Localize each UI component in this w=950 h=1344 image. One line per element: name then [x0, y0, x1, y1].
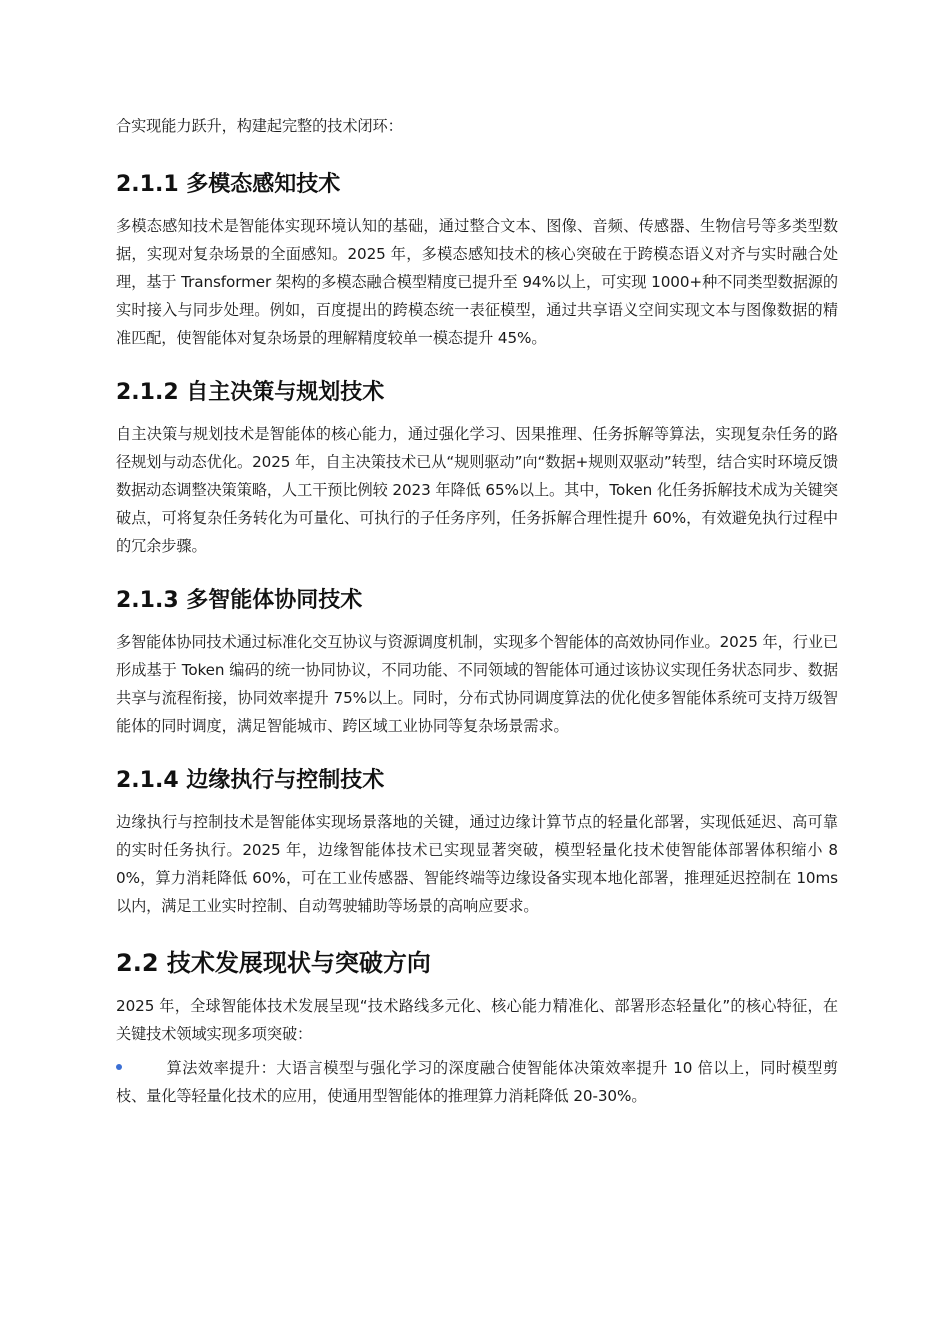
document-page	[116, 112, 838, 1110]
bullet-dot-icon	[116, 1064, 122, 1070]
section-body-2-1-4: 边缘执行与控制技术是智能体实现场景落地的关键，通过边缘计算节点的轻量化部署，实现低延迟、高可靠的实时任务执行。2025 年，边缘智能体技术已实现显著突破，模型轻量化技术使智能体部署体积缩小 80%，算力消耗降低 60%，可在工业传感器、智能终端等边缘设备实现本地化部署，推理延迟控制在 10ms 以内，满足工业实时控制、自动驾驶辅助等场景的高响应要求。	[116, 813, 838, 915]
intro-tail-paragraph: 合实现能力跃升，构建起完整的技术闭环：	[116, 117, 403, 135]
section-body-2-1-1: 多模态感知技术是智能体实现环境认知的基础，通过整合文本、图像、音频、传感器、生物信号等多类型数据，实现对复杂场景的全面感知。2025 年，多模态感知技术的核心突破在于跨模态语义对齐与实时融合处理，基于 Transformer 架构的多模态融合模型精度已提升至 94%以上，可实现 1000+种不同类型数据源的实时接入与同步处理。例如，百度提出的跨模态统一表征模型，通过共享语义空间实现文本与图像数据的精准匹配，使智能体对复杂场景的理解精度较单一模态提升 45%。	[116, 217, 838, 347]
section-heading-2-2: 2.2 技术发展现状与突破方向	[116, 949, 431, 977]
section-heading-2-1-3: 2.1.3 多智能体协同技术	[116, 588, 363, 613]
bullet-list	[116, 1054, 838, 1110]
list-item	[116, 1054, 838, 1110]
section-body-2-1-3: 多智能体协同技术通过标准化交互协议与资源调度机制，实现多个智能体的高效协同作业。2025 年，行业已形成基于 Token 编码的统一协同协议，不同功能、不同领域的智能体可通过该协议实现任务状态同步、数据共享与流程衔接，协同效率提升 75%以上。同时，分布式协同调度算法的优化使多智能体系统可支持万级智能体的同时调度，满足智能城市、跨区域工业协同等复杂场景需求。	[116, 633, 838, 735]
section-heading-2-1-2: 2.1.2 自主决策与规划技术	[116, 380, 385, 405]
bullet-text: 算法效率提升：大语言模型与强化学习的深度融合使智能体决策效率提升 10 倍以上，同时模型剪枝、量化等轻量化技术的应用，使通用型智能体的推理算力消耗降低 20-30%。	[116, 1059, 838, 1105]
section-heading-2-1-1: 2.1.1 多模态感知技术	[116, 172, 341, 197]
section-body-2-2: 2025 年，全球智能体技术发展呈现“技术路线多元化、核心能力精准化、部署形态轻量化”的核心特征，在关键技术领域实现多项突破：	[116, 997, 838, 1043]
section-body-2-1-2: 自主决策与规划技术是智能体的核心能力，通过强化学习、因果推理、任务拆解等算法，实现复杂任务的路径规划与动态优化。2025 年，自主决策技术已从“规则驱动”向“数据+规则双驱动”转型，结合实时环境反馈数据动态调整决策策略，人工干预比例较 2023 年降低 65%以上。其中，Token 化任务拆解技术成为关键突破点，可将复杂任务转化为可量化、可执行的子任务序列，任务拆解合理性提升 60%，有效避免执行过程中的冗余步骤。	[116, 425, 838, 555]
section-heading-2-1-4: 2.1.4 边缘执行与控制技术	[116, 768, 385, 793]
